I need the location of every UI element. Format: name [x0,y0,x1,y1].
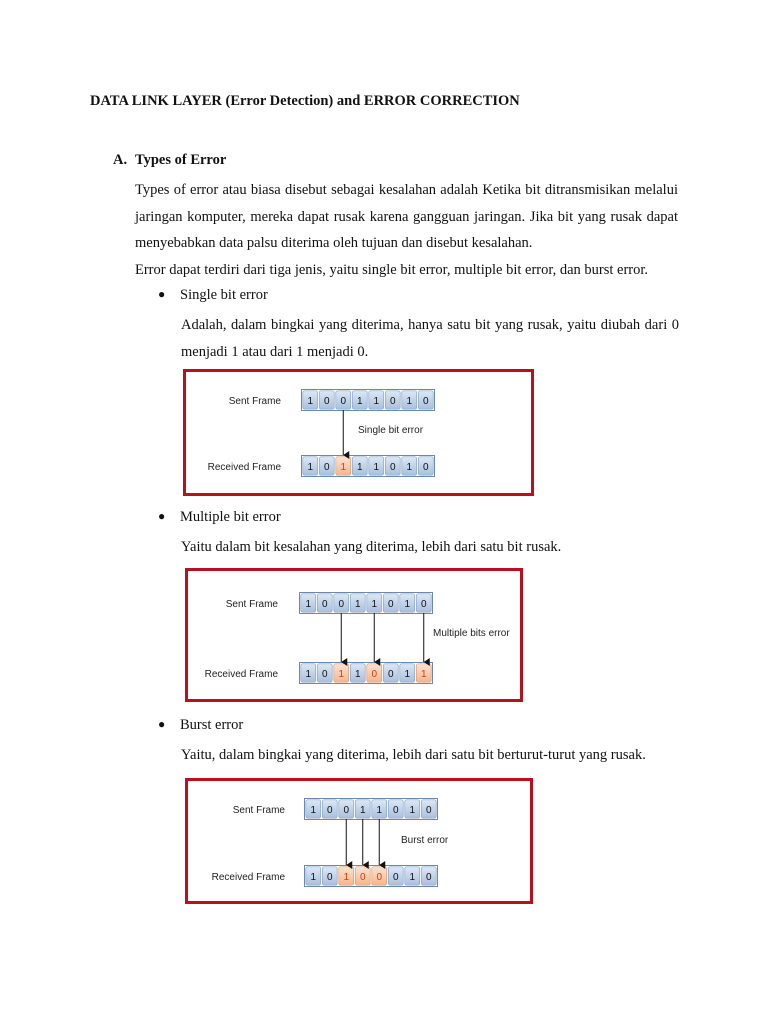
bit-value: 1 [307,462,314,473]
multiple-bit-error-figure [185,568,523,702]
description-text: Adalah, dalam bingkai yang diterima, hanya satu bit yang rusak, yaitu diubah dari 0 menjadi 1 atau dari 1 menjadi 0. [181,317,679,360]
multiple-bit-description [181,534,679,561]
bit-value: 0 [422,396,429,407]
sent-frame-label: Sent Frame [225,599,278,610]
frame-diagram [186,372,531,493]
bit-value: 0 [387,599,394,610]
bit-value: 0 [359,872,366,883]
received-frame-bits [302,456,435,477]
bit-value: 0 [326,872,333,883]
intro-text-1: Types of error atau biasa disebut sebagai kesalahan adalah Ketika bit ditransmisikan melalui jaringan komputer, mereka dapat rusak karena gangguan jaringan. Jika bit yang rusak dapat menyebabkan data palsu diterima oleh tujuan dan disebut kesalahan. [135,182,678,251]
bit-value: 1 [310,872,317,883]
error-type-label: Burst error [401,835,449,846]
frame-diagram [188,571,520,699]
intro-paragraph [135,177,678,283]
bullet-label: Burst error [180,717,244,733]
bit-value: 1 [356,462,363,473]
single-bit-error-figure [183,369,534,496]
bullet-label: Single bit error [180,287,268,303]
sent-frame-bits [305,799,438,820]
bit-value: 1 [376,805,383,816]
section-number: A. [113,152,128,168]
bit-value: 0 [420,599,427,610]
bit-value: 0 [326,805,333,816]
bit-value: 1 [307,396,314,407]
bit-value: 1 [343,872,350,883]
sent-frame-label: Sent Frame [228,396,281,407]
received-frame-label: Received Frame [207,462,281,473]
bit-value: 1 [371,599,378,610]
bit-value: 1 [354,599,361,610]
bit-value: 1 [354,669,361,680]
sent-frame-bits [300,593,433,614]
bit-value: 1 [404,669,411,680]
bit-value: 1 [356,396,363,407]
received-frame-bits [305,866,438,887]
bit-value: 1 [305,669,312,680]
single-bit-description [181,312,679,365]
bit-value: 0 [387,669,394,680]
document-title: DATA LINK LAYER (Error Detection) and ERROR CORRECTION [90,93,520,109]
bit-value: 1 [406,396,413,407]
bit-value: 1 [338,669,345,680]
bit-value: 0 [323,462,330,473]
bit-value: 1 [310,805,317,816]
bit-value: 1 [406,462,413,473]
bit-value: 0 [392,805,399,816]
bit-value: 0 [323,396,330,407]
bit-value: 0 [425,872,432,883]
bit-value: 1 [409,805,416,816]
sent-frame-label: Sent Frame [232,805,285,816]
bit-value: 1 [340,462,347,473]
bit-value: 0 [389,396,396,407]
received-frame-bits [300,663,433,684]
bit-value: 0 [425,805,432,816]
burst-description [181,742,679,769]
bullet-single-bit-error [158,287,268,304]
received-frame-label: Received Frame [211,872,285,883]
frame-diagram [188,781,530,901]
received-frame-label: Received Frame [204,669,278,680]
error-type-label: Multiple bits error [433,628,510,639]
bit-value: 0 [389,462,396,473]
bit-value: 0 [376,872,383,883]
section-title: Types of Error [135,152,227,168]
section-heading [113,152,226,169]
bit-value: 1 [373,462,380,473]
bit-value: 0 [340,396,347,407]
bit-value: 0 [422,462,429,473]
bit-value: 0 [343,805,350,816]
bit-value: 1 [373,396,380,407]
bullet-burst-error [158,717,243,734]
bit-value: 0 [392,872,399,883]
bit-value: 1 [409,872,416,883]
description-text: Yaitu, dalam bingkai yang diterima, lebih dari satu bit berturut-turut yang rusak. [181,747,646,763]
bit-value: 0 [371,669,378,680]
bit-value: 1 [404,599,411,610]
bullet-label: Multiple bit error [180,509,281,525]
bit-value: 0 [338,599,345,610]
bullet-dot: ● [158,717,166,731]
bit-value: 1 [420,669,427,680]
error-type-label: Single bit error [358,425,424,436]
bullet-multiple-bit-error [158,509,281,526]
bullet-dot: ● [158,509,166,523]
bullet-dot: ● [158,287,166,301]
description-text: Yaitu dalam bit kesalahan yang diterima, lebih dari satu bit rusak. [181,539,562,555]
sent-frame-bits [302,390,435,411]
bit-value: 1 [359,805,366,816]
bit-value: 0 [321,599,328,610]
bit-value: 1 [305,599,312,610]
intro-text-2: Error dapat terdiri dari tiga jenis, yaitu single bit error, multiple bit error, dan burst error. [135,261,649,278]
burst-error-figure [185,778,533,904]
bit-value: 0 [321,669,328,680]
